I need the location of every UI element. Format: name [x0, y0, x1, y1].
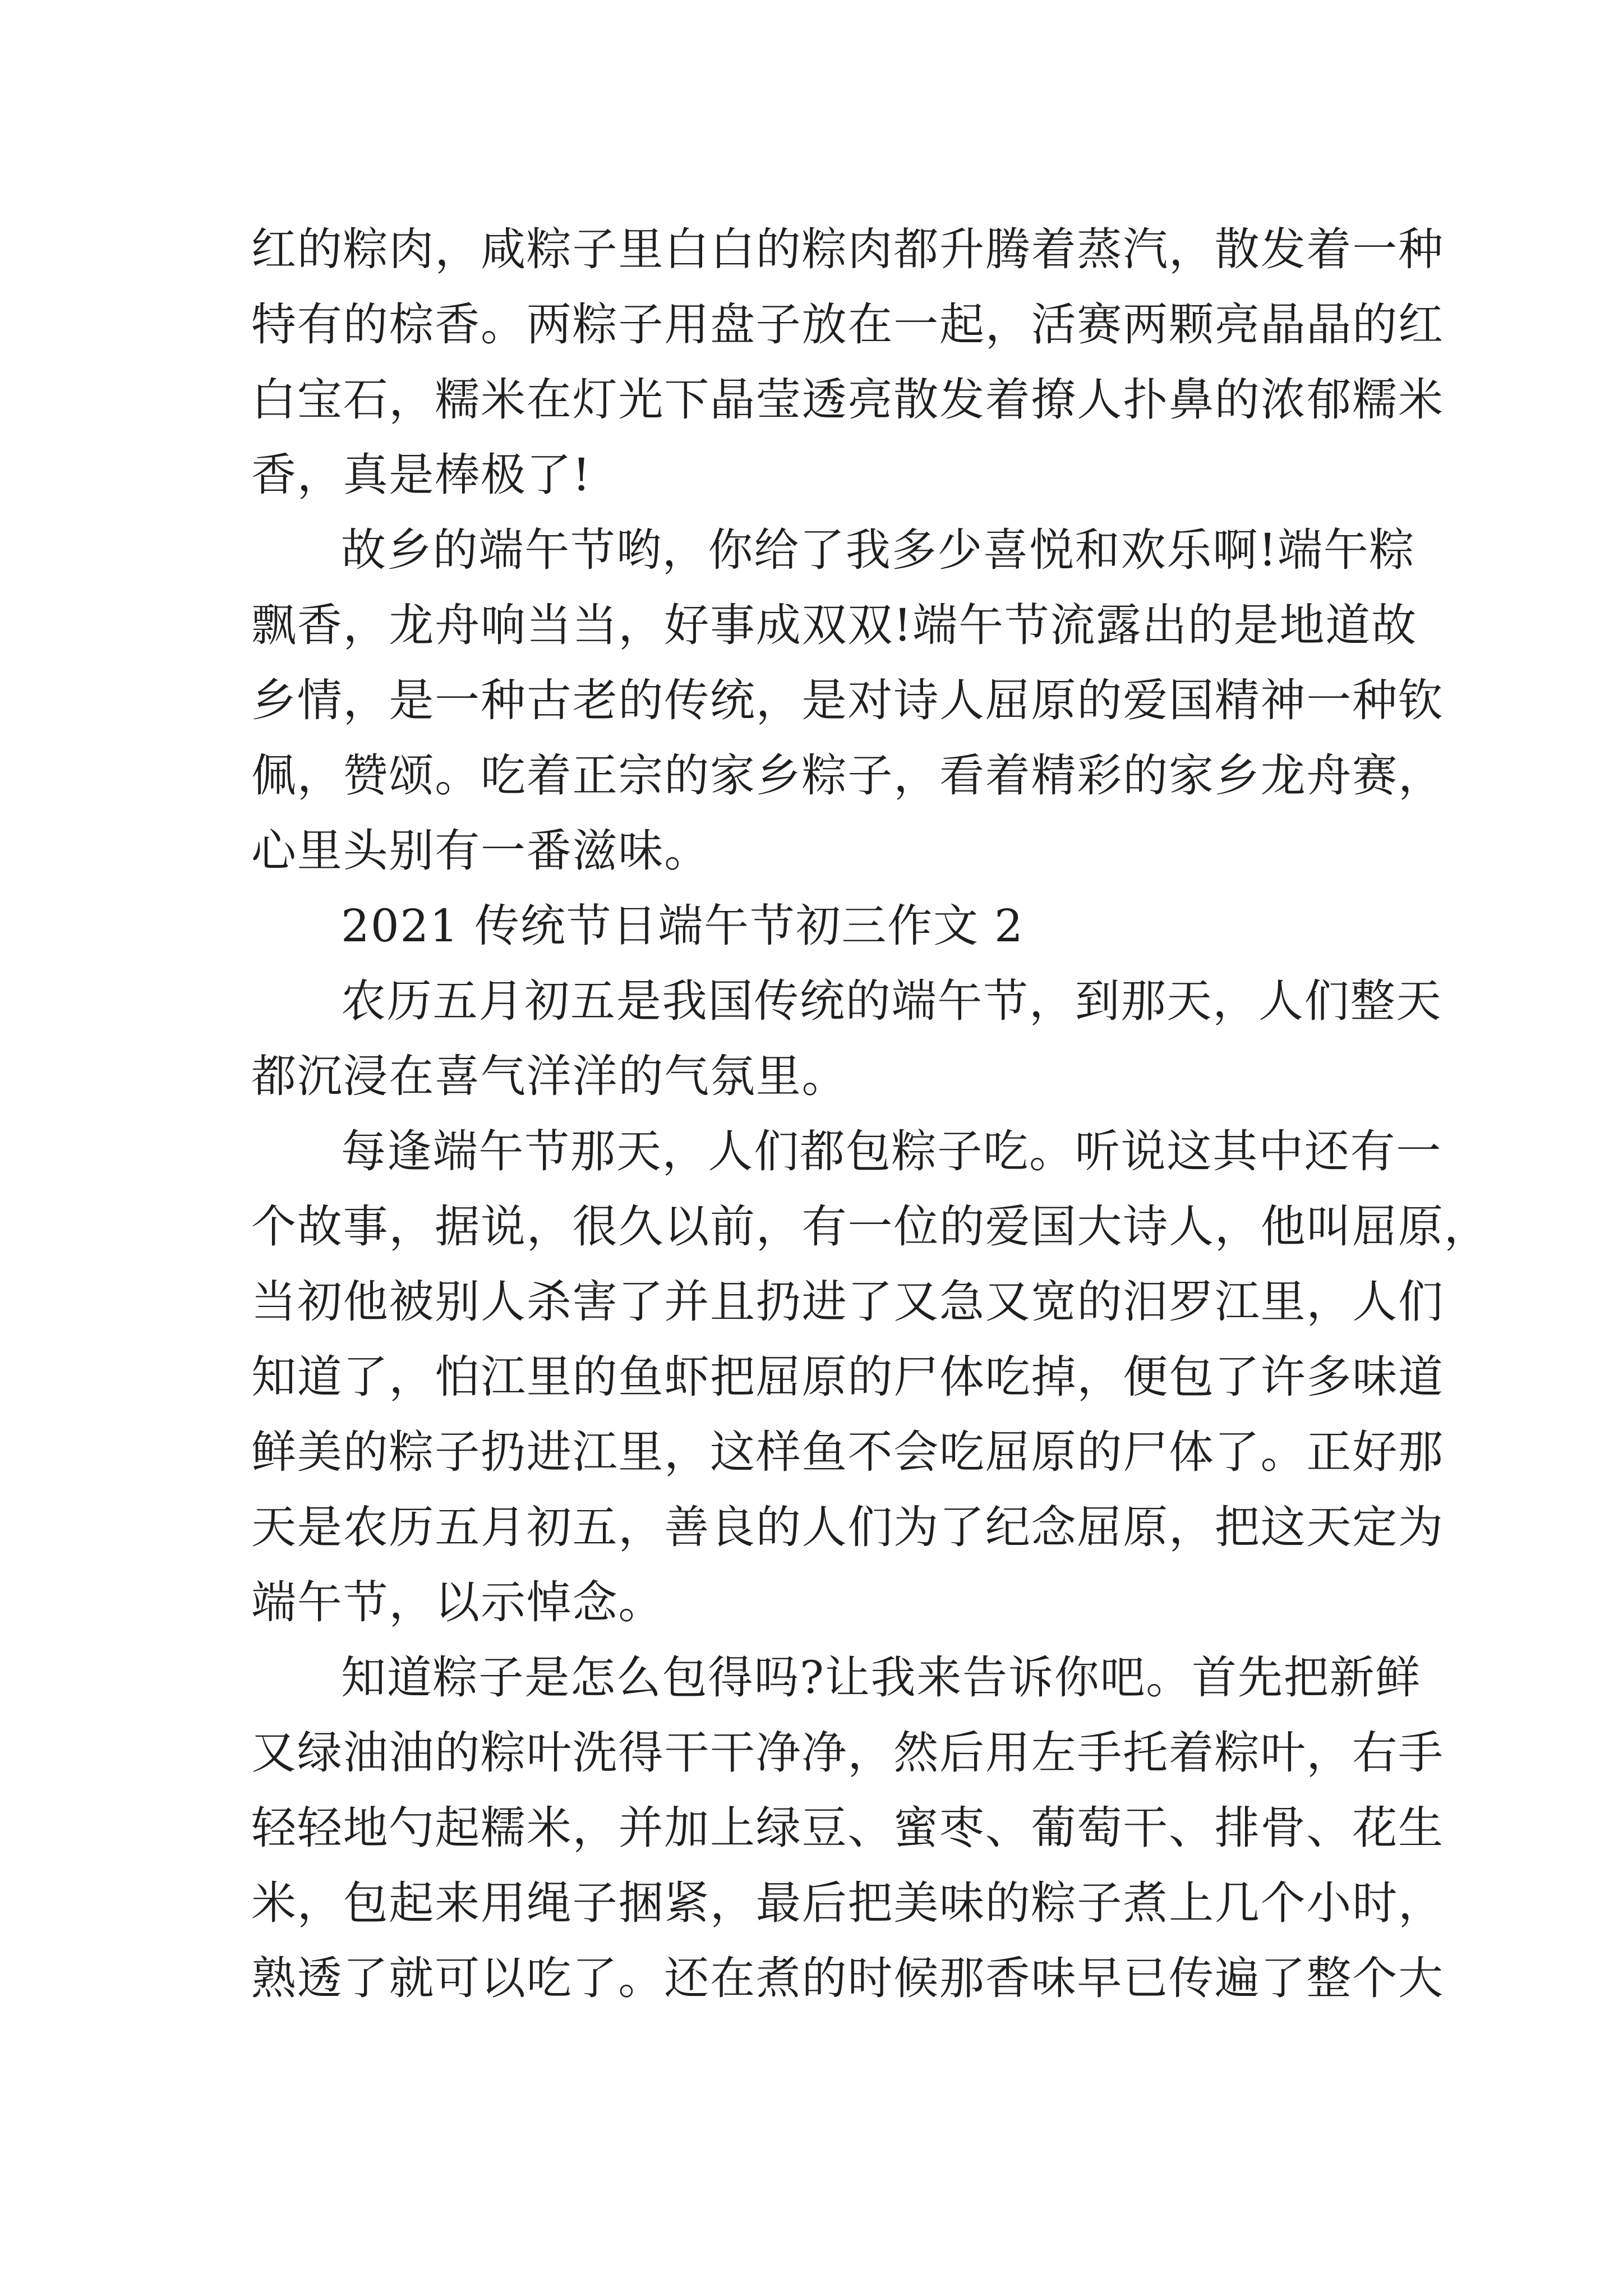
text-line: 飘香，龙舟响当当，好事成双双!端午节流露出的是地道故 — [251, 599, 1417, 651]
text-line: 佩，赞颂。吃着正宗的家乡粽子，看着精彩的家乡龙舟赛， — [251, 749, 1444, 802]
text-line: 鲜美的粽子扔进江里，这样鱼不会吃屈原的尸体了。正好那 — [251, 1426, 1444, 1478]
text-line: 故乡的端午节哟，你给了我多少喜悦和欢乐啊!端午粽 — [341, 524, 1415, 576]
paragraph-1 — [251, 212, 1444, 513]
text-line: 天是农历五月初五，善良的人们为了纪念屈原，把这天定为 — [251, 1501, 1444, 1553]
text-line: 乡情，是一种古老的传统，是对诗人屈原的爱国精神一种钦 — [251, 674, 1444, 726]
text-line: 熟透了就可以吃了。还在煮的时候那香味早已传遍了整个大 — [251, 1952, 1444, 2004]
text-line: 白宝石，糯米在灯光下晶莹透亮散发着撩人扑鼻的浓郁糯米 — [251, 374, 1444, 426]
text-line: 农历五月初五是我国传统的端午节，到那天，人们整天 — [341, 975, 1442, 1027]
text-line: 都沉浸在喜气洋洋的气氛里。 — [251, 1050, 848, 1102]
text-line: 红的粽肉，咸粽子里白白的粽肉都升腾着蒸汽，散发着一种 — [251, 223, 1444, 275]
text-line: 米，包起来用绳子捆紧，最后把美味的粽子煮上几个小时， — [251, 1877, 1444, 1929]
text-line: 端午节，以示悼念。 — [251, 1576, 665, 1628]
text-line: 知道粽子是怎么包得吗?让我来告诉你吧。首先把新鲜 — [341, 1651, 1422, 1704]
text-line: 香，真是棒极了! — [251, 449, 592, 501]
paragraph-3 — [251, 964, 1442, 1114]
text-line: 每逢端午节那天，人们都包粽子吃。听说这其中还有一 — [341, 1125, 1442, 1177]
text-line: 特有的棕香。两粽子用盘子放在一起，活赛两颗亮晶晶的红 — [251, 298, 1444, 351]
text-line: 个故事，据说，很久以前，有一位的爱国大诗人，他叫屈原， — [251, 1200, 1490, 1253]
text-line: 轻轻地勺起糯米，并加上绿豆、蜜枣、葡萄干、排骨、花生 — [251, 1802, 1444, 1854]
document-body — [251, 212, 1490, 2016]
paragraph-2 — [251, 513, 1444, 889]
text-line: 心里头别有一番滋味。 — [251, 825, 710, 877]
paragraph-4 — [251, 1114, 1490, 1640]
paragraph-5 — [251, 1640, 1444, 2016]
text-line: 又绿油油的粽叶洗得干干净净，然后用左手托着粽叶，右手 — [251, 1727, 1444, 1779]
text-line: 当初他被别人杀害了并且扔进了又急又宽的汨罗江里，人们 — [251, 1276, 1444, 1328]
section-heading — [251, 889, 1381, 964]
text-line: 知道了，怕江里的鱼虾把屈原的尸体吃掉，便包了许多味道 — [251, 1351, 1444, 1403]
heading-line: 2021 传统节日端午节初三作文 2 — [341, 900, 1024, 952]
